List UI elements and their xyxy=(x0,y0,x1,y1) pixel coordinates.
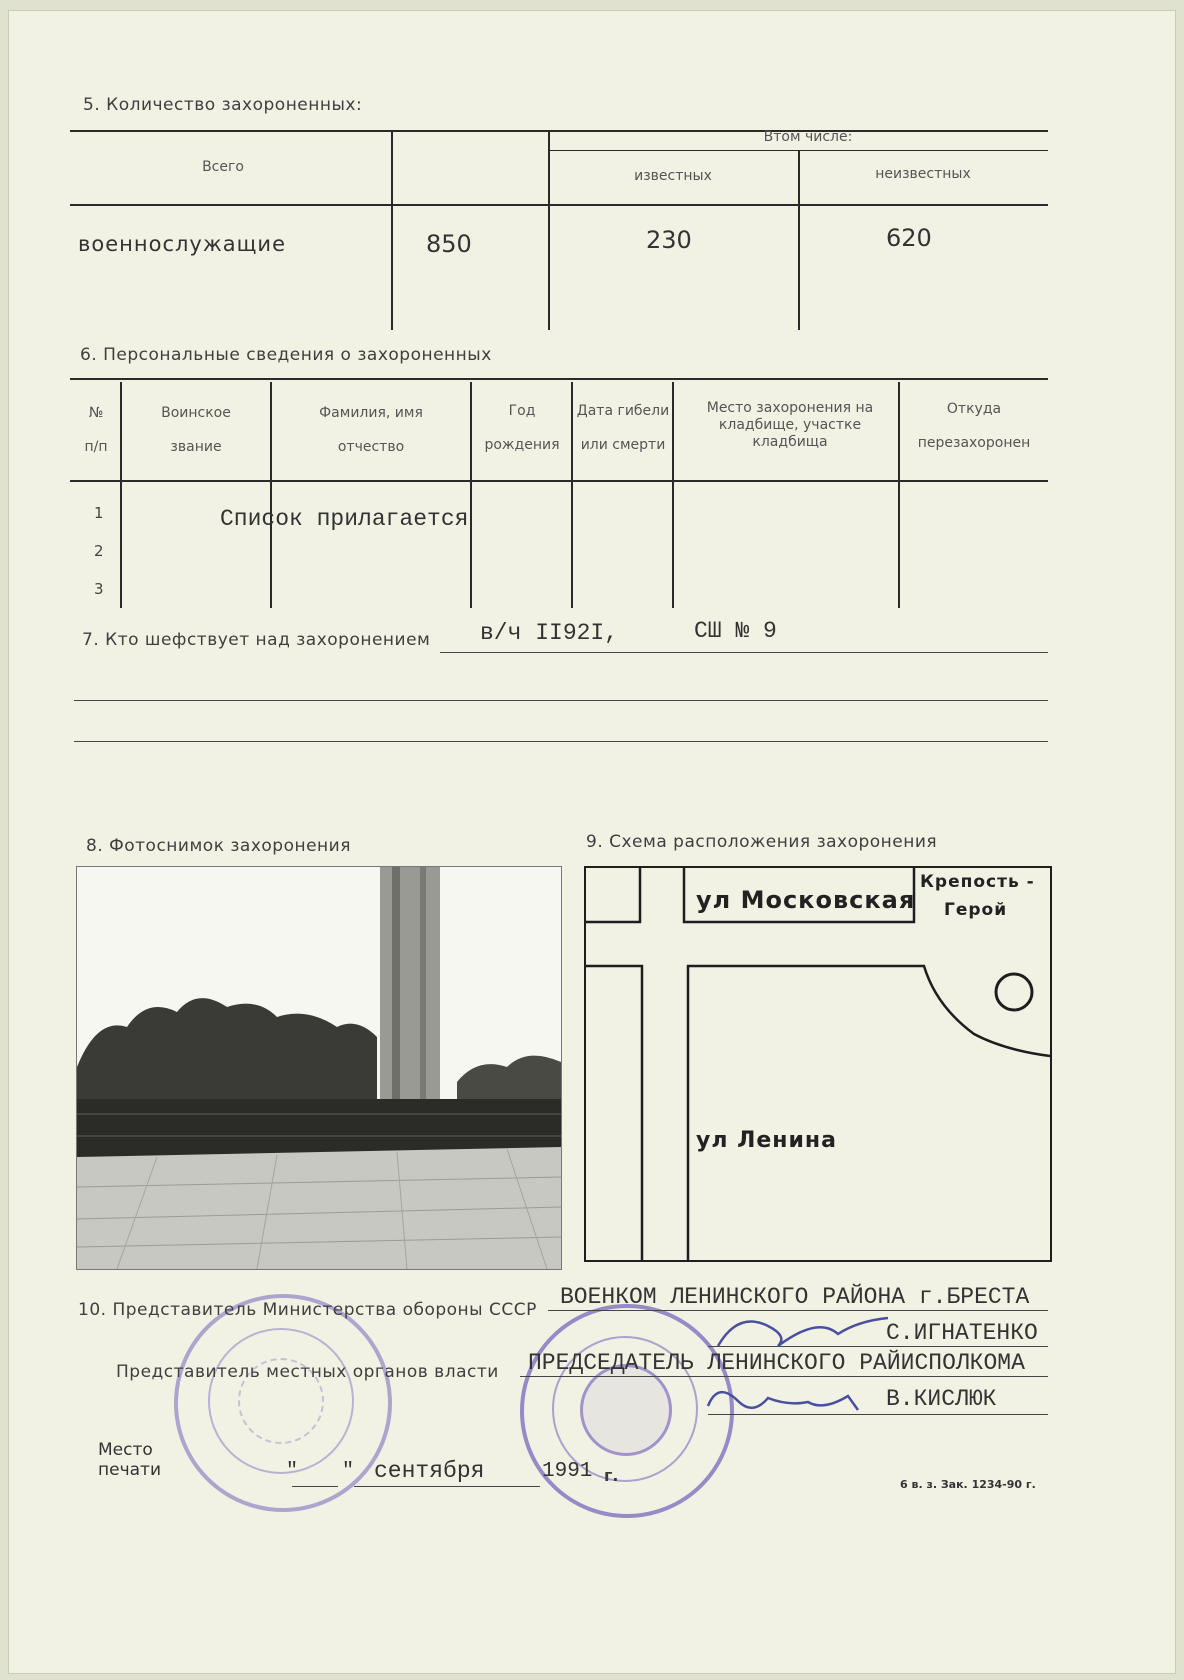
header-death-line1: Дата гибели xyxy=(576,403,670,419)
label-local-representative: Представитель местных органов власти xyxy=(116,1362,499,1382)
label-mo-representative: 10. Представитель Министерства обороны СССР xyxy=(78,1300,537,1320)
document-sheet xyxy=(8,10,1176,1674)
header-year xyxy=(474,401,570,455)
seal-label-line2: печати xyxy=(98,1460,161,1480)
header-num xyxy=(74,403,118,457)
header-rank xyxy=(126,403,266,457)
section-5-title: 5. Количество захороненных: xyxy=(83,95,363,115)
header-known: известных xyxy=(634,168,712,184)
header-from-line1: Откуда xyxy=(946,401,1002,417)
date-year: 1991 xyxy=(542,1460,593,1483)
row-number: 3 xyxy=(94,580,104,598)
local-signature xyxy=(698,1376,868,1420)
fortress-hero-label-line1: Крепость - xyxy=(920,872,1035,892)
list-attached-typed: Список прилагается xyxy=(220,506,469,532)
section-9-title: 9. Схема расположения захоронения xyxy=(586,832,938,852)
value-unknown: 620 xyxy=(886,224,932,252)
month-underline xyxy=(354,1486,540,1487)
mo-name: С.ИГНАТЕНКО xyxy=(886,1320,1038,1346)
table5-col-divider xyxy=(798,150,800,330)
value-total: 850 xyxy=(426,230,472,258)
memorial-photo-image xyxy=(77,867,561,1269)
section-8-title: 8. Фотоснимок захоронения xyxy=(86,836,351,856)
row-number: 1 xyxy=(94,504,104,522)
header-death-line2: или смерти xyxy=(580,437,666,453)
header-num-line2: п/п xyxy=(84,439,108,455)
header-place: Место захоронения на кладбище, участке кладбища xyxy=(706,400,874,450)
value-known: 230 xyxy=(646,226,692,254)
date-month: сентября xyxy=(374,1458,485,1484)
printer-note: 6 в. з. Зак. 1234-90 г. xyxy=(900,1478,1036,1491)
table6-col-divider xyxy=(120,382,122,608)
row-number: 2 xyxy=(94,542,104,560)
table6-col-divider xyxy=(571,382,573,608)
header-num-line1: № xyxy=(88,405,104,421)
table6-col-divider xyxy=(898,382,900,608)
header-name-line2: отчество xyxy=(337,439,405,455)
commissariat-stamp xyxy=(174,1294,392,1512)
date-quote-open: " xyxy=(286,1460,299,1483)
date-quote-close: " xyxy=(342,1460,355,1483)
table6-header-rule xyxy=(70,480,1048,482)
blank-line xyxy=(74,741,1048,742)
header-including: Втом числе: xyxy=(763,129,853,145)
date-year-suffix: г. xyxy=(604,1466,619,1485)
header-name-line1: Фамилия, имя xyxy=(319,405,423,421)
seal-place-label xyxy=(98,1440,161,1480)
table6-col-divider xyxy=(672,382,674,608)
blank-line xyxy=(74,700,1048,701)
section-7-title: 7. Кто шефствует над захоронением xyxy=(82,630,431,650)
row-servicemen-label: военнослужащие xyxy=(78,232,286,256)
patron-underline xyxy=(440,652,1048,653)
header-rank-line1: Воинское xyxy=(161,405,231,421)
street-lenina-label: ул Ленина xyxy=(696,1128,837,1153)
location-scheme-drawing xyxy=(584,866,1052,1262)
patron-military-unit: в/ч II92I, xyxy=(480,620,619,646)
local-name: В.КИСЛЮК xyxy=(886,1386,997,1412)
patron-school: СШ № 9 xyxy=(694,618,777,644)
seal-label-line1: Место xyxy=(98,1440,153,1460)
header-year-line2: рождения xyxy=(484,437,560,453)
header-name xyxy=(276,403,466,457)
local-position: ПРЕДСЕДАТЕЛЬ ЛЕНИНСКОГО РАЙИСПОЛКОМА xyxy=(528,1350,1025,1376)
header-unknown: неизвестных xyxy=(875,166,971,182)
table6-col-divider xyxy=(470,382,472,608)
memorial-photo xyxy=(76,866,562,1270)
day-underline xyxy=(292,1486,338,1487)
table6-top-rule xyxy=(70,378,1048,380)
mo-signature xyxy=(708,1306,908,1356)
header-rank-line2: звание xyxy=(170,439,222,455)
mo-position: ВОЕНКОМ ЛЕНИНСКОГО РАЙОНА г.БРЕСТА xyxy=(560,1284,1030,1310)
fortress-hero-label-line2: Герой xyxy=(944,900,1008,920)
header-total: Всего xyxy=(202,159,244,175)
header-death xyxy=(574,401,672,455)
location-scheme xyxy=(584,866,1052,1262)
section-6-title: 6. Персональные сведения о захороненных xyxy=(80,345,492,365)
table5-header-rule xyxy=(70,204,1048,206)
table5-col-divider xyxy=(391,130,393,330)
header-from-line2: перезахоронен xyxy=(917,435,1031,451)
table6-col-divider xyxy=(270,382,272,608)
street-moskovskaya-label: ул Московская xyxy=(696,886,916,914)
header-year-line1: Год xyxy=(508,403,536,419)
header-from xyxy=(904,399,1044,453)
table5-col-divider xyxy=(548,130,550,330)
